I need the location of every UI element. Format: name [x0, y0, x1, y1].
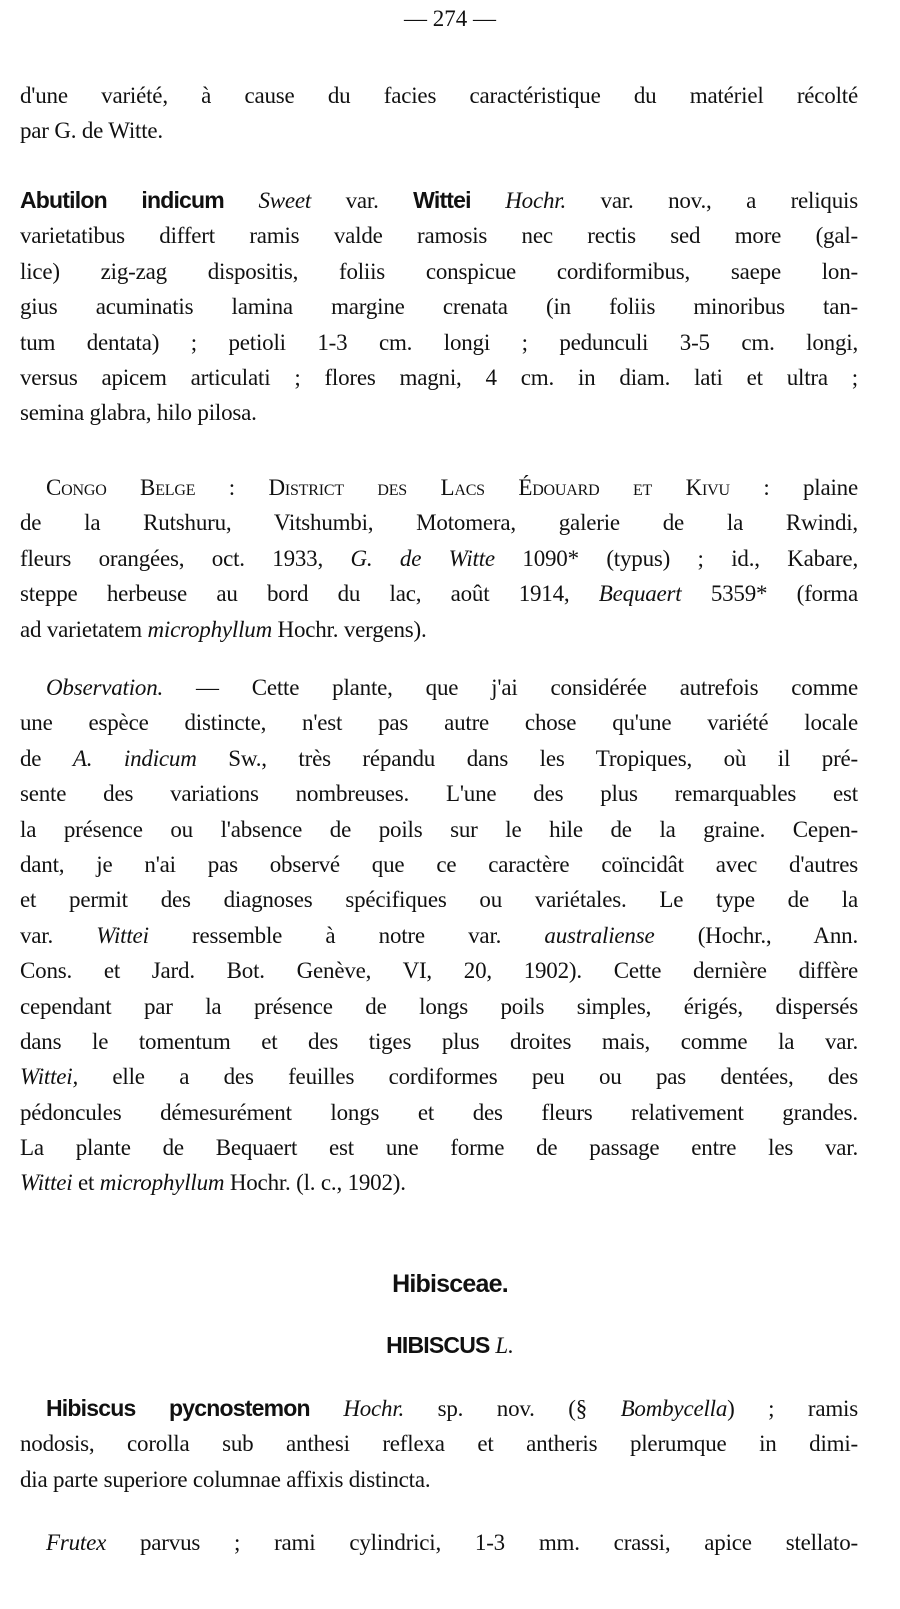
text-line: dans le tomentum et des tiges plus droites mais, comme la var.	[20, 1028, 858, 1054]
italic-text: Frutex	[46, 1530, 107, 1555]
text-line: fleurs orangées, oct. 1933, G. de Witte 1090* (typus) ; id., Kabare,	[20, 545, 858, 571]
paragraph-hibiscus-description	[20, 1525, 858, 1560]
tribe-heading: Hibisceae.	[392, 1270, 508, 1298]
text-line: ad varietatem microphyllum Hochr. vergens).	[20, 616, 427, 642]
text-line: tum dentata) ; petioli 1-3 cm. longi ; pedunculi 3-5 cm. longi,	[20, 329, 858, 355]
paragraph-hibiscus-diagnosis	[20, 1391, 858, 1497]
text-line: de A. indicum Sw., très répandu dans les Tropiques, où il pré-	[20, 745, 859, 771]
text-line: Abutilon indicum Sweet var. Wittei Hochr. var. nov., a reliquis	[20, 187, 858, 213]
text-line: dant, je n'ai pas observé que ce caractère coïncidât avec d'autres	[20, 851, 858, 877]
page-number: — 274 —	[404, 6, 496, 31]
text-line: Observation. — Cette plante, que j'ai considérée autrefois comme	[46, 675, 858, 700]
text-line: semina glabra, hilo pilosa.	[20, 400, 257, 426]
paragraph-abutilon-diagnosis	[20, 183, 858, 431]
text-line: d'une variété, à cause du facies caractéristique du matériel récolté	[20, 83, 858, 108]
paragraph-continuation	[20, 78, 858, 149]
bold-text: Hibiscus pycnostemon	[46, 1395, 310, 1421]
italic-text: G. de Witte	[350, 545, 495, 571]
bold-text: Wittei	[413, 187, 471, 213]
genus-heading	[0, 1332, 900, 1359]
text-line: varietatibus differt ramis valde ramosis nec rectis sed more (gal-	[20, 223, 858, 249]
text-line: steppe herbeuse au bord du lac, août 1914, Bequaert 5359* (forma	[20, 581, 859, 607]
text-line: Hibiscus pycnostemon Hochr. sp. nov. (§ Bombycella) ; ramis	[46, 1395, 858, 1421]
italic-text: Wittei	[20, 1170, 73, 1196]
italic-text: A. indicum	[72, 745, 197, 771]
text-line: lice) zig-zag dispositis, foliis conspicue cordiformibus, saepe lon-	[20, 258, 858, 284]
italic-text: Sweet	[258, 188, 312, 213]
text-line: var. Wittei ressemble à notre var. australiense (Hochr., Ann.	[20, 922, 858, 948]
bold-text: Abutilon indicum	[20, 187, 224, 213]
text-line: La plante de Bequaert est une forme de passage entre les var.	[20, 1135, 858, 1161]
text-line: cependant par la présence de longs poils simples, érigés, dispersés	[20, 993, 858, 1019]
text-line: Congo Belge : District des Lacs Édouard et Kivu : plaine	[46, 475, 858, 500]
italic-text: microphyllum	[99, 1170, 225, 1196]
text-line: Cons. et Jard. Bot. Genève, VI, 20, 1902). Cette dernière diffère	[20, 958, 858, 984]
genus-name: HIBISCUS	[386, 1332, 490, 1358]
text-line: Wittei et microphyllum Hochr. (l. c., 1902).	[20, 1170, 406, 1196]
smallcaps-text: Congo Belge	[46, 475, 196, 500]
italic-text: australiense	[544, 922, 655, 948]
smallcaps-text: District des Lacs Édouard et Kivu	[268, 475, 730, 500]
italic-text: microphyllum	[147, 616, 272, 642]
paragraph-abutilon-observation	[20, 670, 858, 1201]
italic-text: Wittei	[96, 922, 149, 948]
text-line: Frutex parvus ; rami cylindrici, 1-3 mm. crassi, apice stellato-	[46, 1530, 858, 1555]
italic-text: Hochr.	[505, 188, 567, 213]
text-line: gius acuminatis lamina margine crenata (in foliis minoribus tan-	[20, 294, 858, 320]
italic-text: Observation.	[46, 675, 164, 700]
text-line: une espèce distincte, n'est pas autre chose qu'une variété locale	[20, 710, 858, 736]
italic-text: Hochr.	[343, 1396, 405, 1421]
text-line: sente des variations nombreuses. L'une des plus remarquables est	[20, 781, 858, 807]
text-line: et permit des diagnoses spécifiques ou variétales. Le type de la	[20, 887, 858, 913]
italic-text: Wittei,	[20, 1064, 79, 1090]
text-line: Wittei, elle a des feuilles cordiformes peu ou pas dentées, des	[20, 1064, 858, 1090]
italic-text: Bequaert	[598, 581, 682, 607]
text-line: dia parte superiore columnae affixis distincta.	[20, 1466, 431, 1492]
genus-author: L.	[495, 1333, 514, 1358]
text-line: nodosis, corolla sub anthesi reflexa et antheris plerumque in dimi-	[20, 1431, 858, 1457]
text-line: la présence ou l'absence de poils sur le hile de la graine. Cepen-	[20, 816, 858, 842]
paragraph-abutilon-localities	[20, 470, 858, 647]
text-line: de la Rutshuru, Vitshumbi, Motomera, galerie de la Rwindi,	[20, 510, 858, 536]
text-line: par G. de Witte.	[20, 118, 163, 144]
italic-text: Bombycella	[620, 1396, 728, 1421]
text-line: versus apicem articulati ; flores magni, 4 cm. in diam. lati et ultra ;	[20, 364, 858, 390]
text-line: pédoncules démesurément longs et des fleurs relativement grandes.	[20, 1099, 858, 1125]
